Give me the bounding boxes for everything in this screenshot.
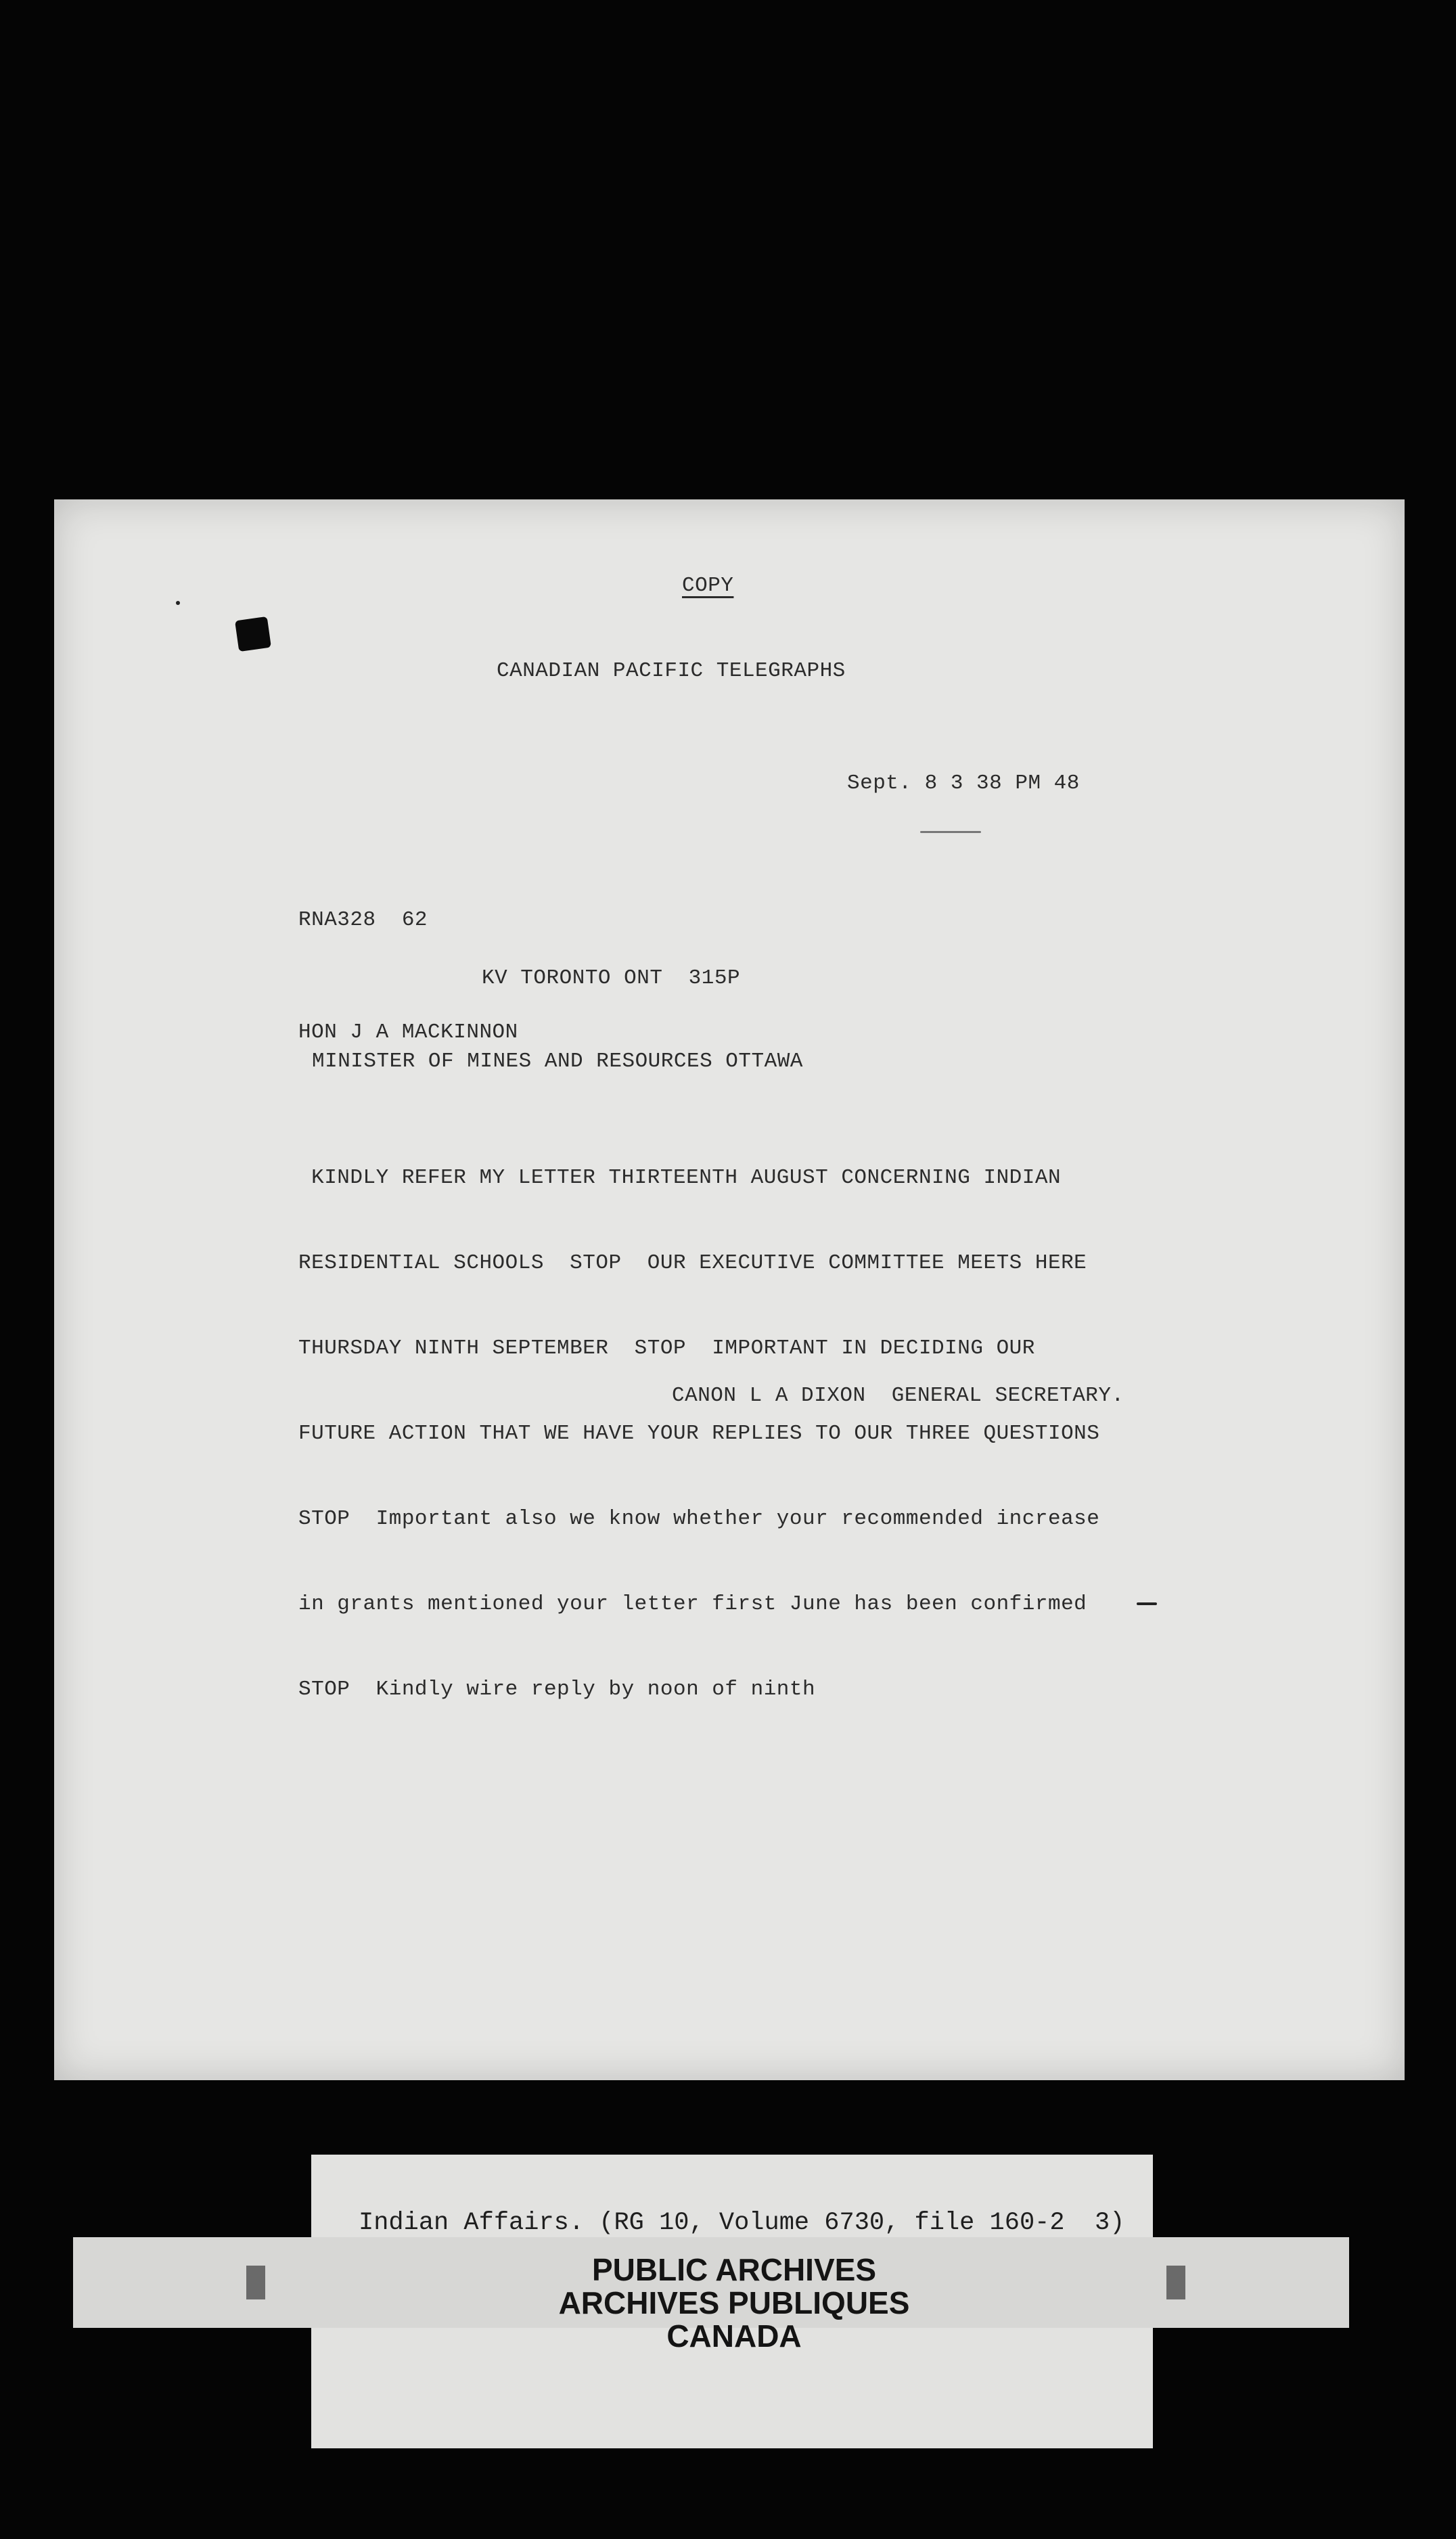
body-line: STOP Important also we know whether your recommended increase <box>298 1507 1100 1531</box>
punch-hole-mark <box>235 616 271 652</box>
addressee-title: MINISTER OF MINES AND RESOURCES OTTAWA <box>312 1050 803 1073</box>
body-line: in grants mentioned your letter first June has been confirmed <box>298 1592 1087 1616</box>
signature-line: CANON L A DIXON GENERAL SECRETARY. <box>672 1384 1124 1408</box>
archive-stamp-line: PUBLIC ARCHIVES <box>592 2252 876 2287</box>
paper-speck <box>920 831 981 833</box>
archive-stamp-line: ARCHIVES PUBLIQUES <box>558 2285 910 2320</box>
body-line: RESIDENTIAL SCHOOLS STOP OUR EXECUTIVE COMMITTEE MEETS HERE <box>298 1251 1087 1275</box>
body-line: KINDLY REFER MY LETTER THIRTEENTH AUGUST CONCERNING INDIAN <box>298 1166 1062 1190</box>
archive-file-reference: Indian Affairs. (RG 10, Volume 6730, file 160-2 3) <box>359 2209 1125 2237</box>
archive-card <box>311 2155 1153 2249</box>
archive-stamp-line: CANADA <box>666 2318 802 2354</box>
paper-speck <box>1137 1602 1157 1605</box>
origin-line: KV TORONTO ONT 315P <box>482 966 741 990</box>
strip-clip <box>1166 2266 1185 2299</box>
message-id: RNA328 62 <box>298 908 428 932</box>
archive-stamp <box>447 2253 1022 2353</box>
addressee-name: HON J A MACKINNON <box>298 1020 518 1044</box>
telegram-body <box>298 1107 1099 1761</box>
paper-speck <box>176 601 180 605</box>
strip-clip <box>246 2266 265 2299</box>
body-line: FUTURE ACTION THAT WE HAVE YOUR REPLIES TO OUR THREE QUESTIONS <box>298 1422 1100 1445</box>
body-line: STOP Kindly wire reply by noon of ninth <box>298 1678 816 1701</box>
body-line: THURSDAY NINTH SEPTEMBER STOP IMPORTANT IN DECIDING OUR <box>298 1336 1035 1360</box>
telegram-page <box>54 499 1405 2080</box>
date-stamp: Sept. 8 3 38 PM 48 <box>847 771 1080 795</box>
telegraph-company-heading: CANADIAN PACIFIC TELEGRAPHS <box>497 659 846 683</box>
copy-heading: COPY <box>682 574 734 598</box>
